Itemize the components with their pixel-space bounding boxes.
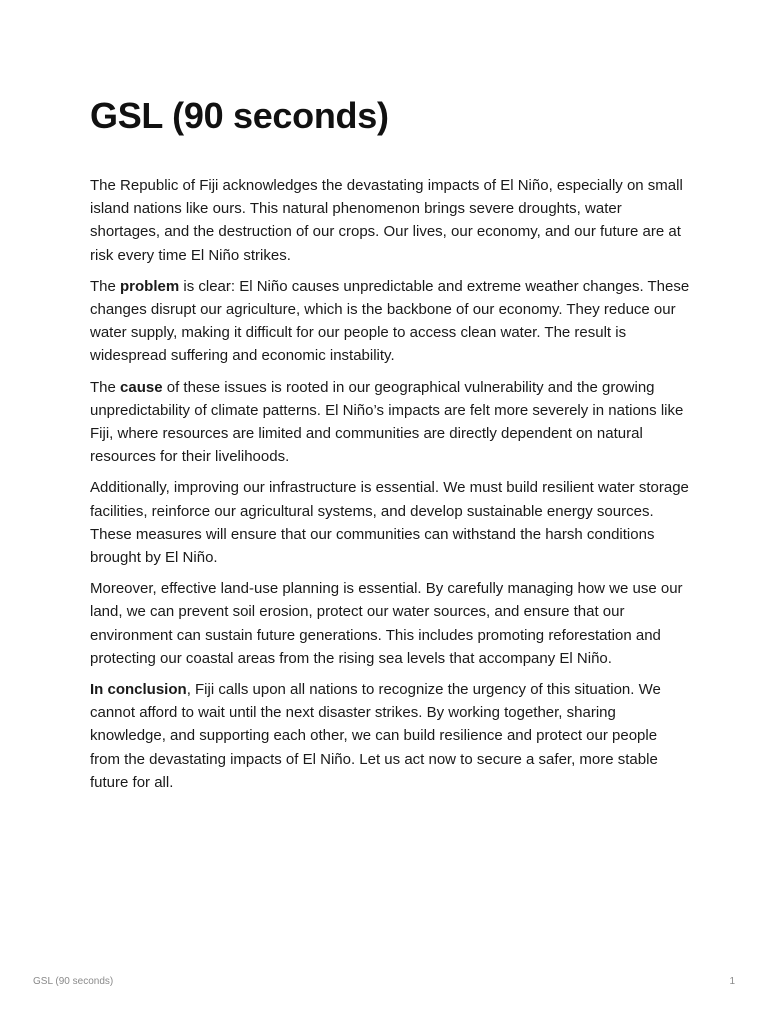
paragraph-infrastructure <box>90 476 690 569</box>
paragraph-text: The <box>90 277 121 295</box>
paragraph-text: is clear: El Niño causes unpredictable and extreme weather changes. These changes disrupt our agriculture, which is the backbone of our economy. They reduce our water supply, making it difficult for our people to access clean water. The result is widespread suffering and economic instability. <box>90 277 690 365</box>
paragraph-cause <box>90 376 690 469</box>
paragraph-problem <box>90 275 690 368</box>
paragraph-text: The <box>90 378 121 396</box>
bold-keyword-problem: problem <box>120 277 180 295</box>
bold-keyword-cause: cause <box>120 378 163 396</box>
footer-page-number: 1 <box>729 976 735 987</box>
paragraph-text: Additionally, improving our infrastructure is essential. We must build resilient water storage facilities, reinforce our agricultural systems, and develop sustainable energy sources. These measures will ensure that our communities can withstand the harsh conditions brought by El Niño. <box>90 479 689 567</box>
footer-document-title: GSL (90 seconds) <box>33 976 114 987</box>
paragraph-text: , Fiji calls upon all nations to recognize the urgency of this situation. We cannot afford to wait until the next disaster strikes. By working together, sharing knowledge, and supporting each other, we can build resilience and protect our people from the devastating impacts of El Niño. Let us act now to secure a safer, more stable future for all. <box>90 681 661 791</box>
paragraph-text: The Republic of Fiji acknowledges the devastating impacts of El Niño, especially on small island nations like ours. This natural phenomenon brings severe droughts, water shortages, and the destruction of our crops. Our lives, our economy, and our future are at risk every time El Niño strikes. <box>90 177 683 264</box>
paragraph-land-use <box>90 577 690 670</box>
page-title: GSL (90 seconds) <box>90 95 389 136</box>
document-body <box>90 92 690 802</box>
paragraph-intro <box>90 174 690 267</box>
bold-keyword-conclusion: In conclusion <box>90 681 187 699</box>
paragraph-text: of these issues is rooted in our geographical vulnerability and the growing unpredictability of climate patterns. El Niño’s impacts are felt more severely in nations like Fiji, where resources are limited and communities are directly dependent on natural resources for their livelihoods. <box>90 378 684 466</box>
paragraph-conclusion <box>90 678 690 794</box>
paragraph-text: Moreover, effective land-use planning is essential. By carefully managing how we use our land, we can prevent soil erosion, protect our water sources, and ensure that our environment can sustain future generations. This includes promoting reforestation and protecting our coastal areas from the rising sea levels that accompany El Niño. <box>90 580 683 667</box>
